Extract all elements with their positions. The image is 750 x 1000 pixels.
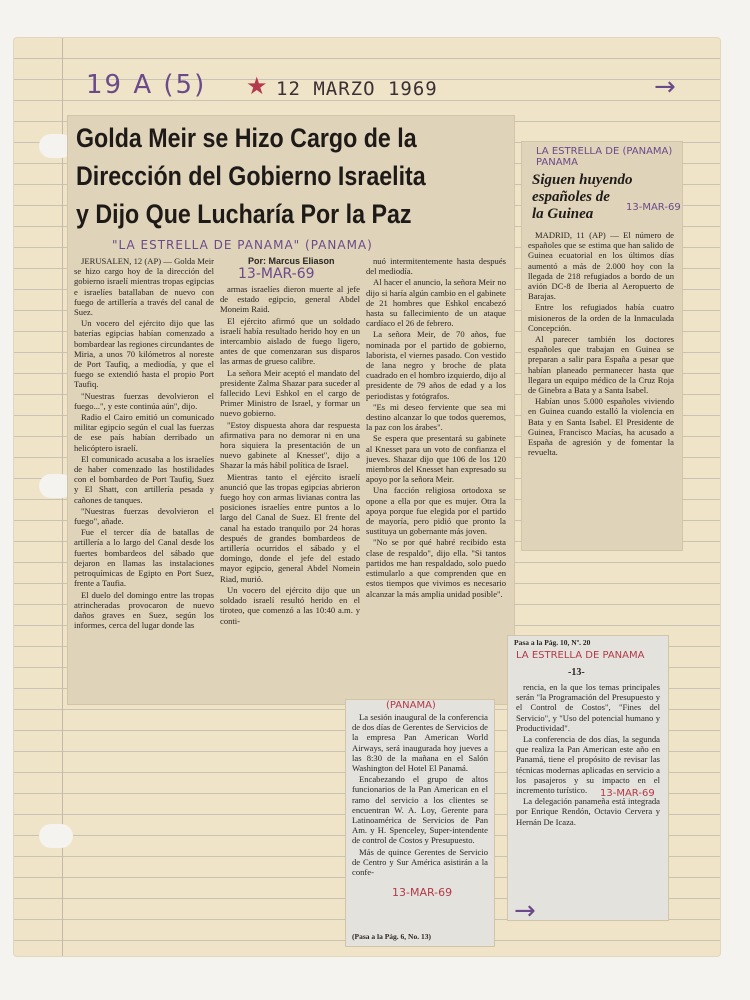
paragraph: rencia, en la que los temas principales serán "la Programación del Presupuesto y el Control de Costos", "Fines del Servicio", y "Uso del potencial humano y Productividad". bbox=[516, 682, 660, 733]
guinea-body bbox=[528, 230, 674, 546]
jump-line: Pasa a la Pág. 10, Nº. 20 bbox=[514, 638, 591, 647]
source-note: LA ESTRELLA DE (PANAMA) PANAMA bbox=[536, 146, 673, 168]
headline-line-1: Golda Meir se Hizo Cargo de la bbox=[76, 123, 417, 153]
paragraph: Un vocero del ejército dijo que un soldado israelí resultó herido en el tiroteo, que comenzó a las 10:40 a.m. y conti- bbox=[220, 584, 360, 626]
date-note: 13-MAR-69 bbox=[392, 886, 453, 899]
paragraph: Habían unos 5.000 españoles viviendo en Guinea cuando estalló la violencia en Bata y en Santa Isabel. El Presidente de Guinea, Francisco Macías, ha acusado a España de agresión y de fomentar la revuelta. bbox=[528, 396, 674, 458]
clipping-continuation bbox=[508, 636, 668, 920]
headline-line-3: y Dijo Que Lucharía Por la Paz bbox=[76, 199, 412, 229]
jump-line: (Pasa a la Pág. 6, No. 13) bbox=[352, 932, 431, 941]
paragraph: nuó intermitentemente hasta después del mediodía. bbox=[366, 256, 506, 277]
article-column-1 bbox=[74, 256, 214, 700]
source-note: LA ESTRELLA DE PANAMA bbox=[516, 650, 645, 661]
paragraph: armas israelíes dieron muerte al jefe de estado egipcio, general Abdel Moneim Raid. bbox=[220, 284, 360, 315]
paragraph: Al parecer también los doctores españoles que trabajan en Guinea se preparan a salir para España a pesar que habían planeado permanecer hasta que llegara un equipo médico de la Cruz Roja de Ginebra a Bata y a Santa Isabel. bbox=[528, 334, 674, 396]
article-column-3 bbox=[366, 256, 506, 700]
date-note: 13-MAR-69 bbox=[238, 266, 315, 282]
paragraph: "Estoy dispuesta ahora dar respuesta afirmativa para no demorar ni en una hora siquiera la presentación de un nuevo gabinete al Knesset", dijo a Shazar la más hábil política de Israel. bbox=[220, 419, 360, 471]
article-column-2 bbox=[220, 284, 360, 700]
paragraph: Más de quince Gerentes de Servicio de Centro y Sur América asistirán a la confe- bbox=[352, 846, 488, 878]
clipping-pan-american bbox=[346, 700, 494, 946]
paragraph: Encabezando el grupo de altos funcionarios de la Pan American en el ramo del servicio a los clientes se encuentran W. A. Loy, Gerente para Latinoamérica de Servicios de Pan Am. y H. Spenceley, Super-intendente de control de Costos y Presupuesto. bbox=[352, 774, 488, 846]
paragraph: "Nuestras fuerzas devolvieron el fuego", añade. bbox=[74, 505, 214, 527]
paragraph: La conferencia de dos días, la segunda que realiza la Pan American este año en Panamá, tiene el propósito de revisar las técnicas modernas aplicadas en servicio a los pasajeros y su impacto en el incremento turístico. bbox=[516, 734, 660, 796]
paragraph: "Nuestras fuerzas devolvieron el fuego...", y este continúa aún", dijo. bbox=[74, 390, 214, 411]
headline-line-1: Siguen huyendo bbox=[532, 172, 633, 188]
paragraph: Mientras tanto el ejército israelí anunció que las tropas egipcias abrieron fuego hoy con armas livianas contra las posiciones israelíes entre puntos a lo largo del Canal de Suez. El frente del canal ha estado tranquilo por 24 horas después de grandes bombardeos de artillería ocurridos el sábado y el domingo, donde el jefe del estado mayor egipcio, general Abdel Nomein Riad, murió. bbox=[220, 471, 360, 584]
page-number: -13- bbox=[568, 667, 585, 678]
paragraph: JERUSALEN, 12 (AP) — Golda Meir se hizo cargo hoy de la dirección del gobierno israelí mientras tropas egipcias e israelíes batallaban de nuevo con fuego de artillería a través del canal de Suez. bbox=[74, 256, 214, 318]
paragraph: La señora Meir, de 70 años, fue nominada por el partido de gobierno, laborista, el viernes pasado. Con vestido de lana negro y broche de plata cuadrado en el hombro izquierdo, dijo al presidente de 79 años de edad y a los periodistas y fotógrafos. bbox=[366, 329, 506, 401]
date-stamp: 12 MARZO 1969 bbox=[276, 78, 438, 100]
source-note: "LA ESTRELLA DE PANAMA" (PANAMA) bbox=[112, 238, 373, 252]
clipping-guinea bbox=[522, 142, 682, 550]
catalog-mark: 19 A (5) bbox=[86, 70, 207, 100]
paragraph: Fue el tercer día de batallas de artillería a lo largo del Canal desde los fuertes bombardeos del sábado que dejaron en llamas las instalaciones petroquímicas de Egipto en Port Suez, frente a Taufia. bbox=[74, 527, 214, 589]
headline-line-3: la Guinea bbox=[532, 206, 594, 222]
clipping-golda-meir bbox=[68, 116, 514, 704]
paragraph: La sesión inaugural de la conferencia de dos días de Gerentes de Servicios de la empresa Pan American World Airways, será inaugurada hoy jueves a las 8:30 de la mañana en el Salón Washington del Hotel El Panamá. bbox=[352, 712, 488, 774]
paragraph: La señora Meir aceptó el mandato del presidente Zalma Shazar para suceder al fallecido Levi Eshkol en el cargo de Primer Ministro de Israel, y formar un nuevo gobierno. bbox=[220, 367, 360, 419]
paragraph: Un vocero del ejército dijo que las baterías egipcias habían comenzado a bombardear las regiones circundantes de Miria, a unos 70 kilómetros al noreste de Port Taufiq, a mediodía, y que el fuego se extendió hasta el propio Port Taufiq. bbox=[74, 318, 214, 390]
arrow-mark: → bbox=[654, 72, 676, 102]
paragraph: "Es mi deseo ferviente que sea mi destino alcanzar lo que todos queremos, la paz con los árabes". bbox=[366, 401, 506, 433]
binder-hole bbox=[39, 824, 73, 848]
paragraph: Al hacer el anuncio, la señora Meir no dijo si haría algún cambio en el gabinete de 21 hombres que Eshkol encabezó hasta su fallecimiento de un ataque cardíaco el 26 de febrero. bbox=[366, 277, 506, 329]
date-note: 13-MAR-69 bbox=[626, 202, 681, 213]
paragraph: "No se por qué habré recibido esta clase de respaldo", dijo ella. "Si tantos partidos me han respaldado, solo puedo estimularlo a que comprenden que en estos tiempos que vivimos es necesario alcanzar la más amplia unidad posible". bbox=[366, 537, 506, 599]
source-note: (PANAMA) bbox=[386, 700, 436, 711]
paragraph: El comunicado acusaba a los israelíes de haber comenzado las hostilidades con el bombardeo de Port Taufiq, Suez y El Shatt, con artillería pesada y cañones de tanques. bbox=[74, 453, 214, 505]
paragraph: MADRID, 11 (AP) — El número de españoles que se estima que han salido de Guinea ecuatorial en los últimos días aumentó a más de 2.000 hoy con la llegada de 218 refugiados a bordo de un avión DC-8 de Iberia al Aeropuerto de Barajas. bbox=[528, 230, 674, 302]
arrow-mark-bottom: → bbox=[514, 896, 536, 926]
star-mark: ★ bbox=[246, 72, 268, 100]
paragraph: El ejército afirmó que un soldado israelí había resultado herido hoy en un intercambio aislado de fuego ligero, antes de que comenzaran sus disparos las armas de grueso calibre. bbox=[220, 315, 360, 367]
paragraph: El duelo del domingo entre las tropas atrincheradas provocaron de nuevo daños graves en Suez, según los informes, cerca del lugar donde las bbox=[74, 589, 214, 631]
headline-line-2: Dirección del Gobierno Israelita bbox=[76, 161, 426, 191]
scrapbook-page bbox=[14, 38, 720, 956]
paragraph: La delegación panameña está integrada por Enrique Rendón, Octavio Cervera y Hernán De Icaza. bbox=[516, 796, 660, 827]
byline: Por: Marcus Eliason bbox=[248, 256, 335, 266]
paragraph: Una facción religiosa ortodoxa se opone a ella por que es mujer. Otra la apoya porque fue elegida por el partido de mayoría, pero pidió que pronto la sustituya un gobernante más joven. bbox=[366, 485, 506, 537]
headline-line-2: españoles de bbox=[532, 189, 610, 205]
paragraph: Se espera que presentará su gabinete al Knesset para un voto de confianza el jueves. Shazar dijo que 106 de los 120 miembros del Knesset han expresado su apoyo por la señora Meir. bbox=[366, 433, 506, 485]
date-note: 13-MAR-69 bbox=[600, 788, 655, 799]
paragraph: Entre los refugiados había cuatro misioneros de la orden de la Inmaculada Concepción. bbox=[528, 302, 674, 333]
paragraph: Radio el Cairo emitió un comunicado militar egipcio según el cual las fuerzas de ese país habían derribado un helicóptero israelí. bbox=[74, 412, 214, 453]
